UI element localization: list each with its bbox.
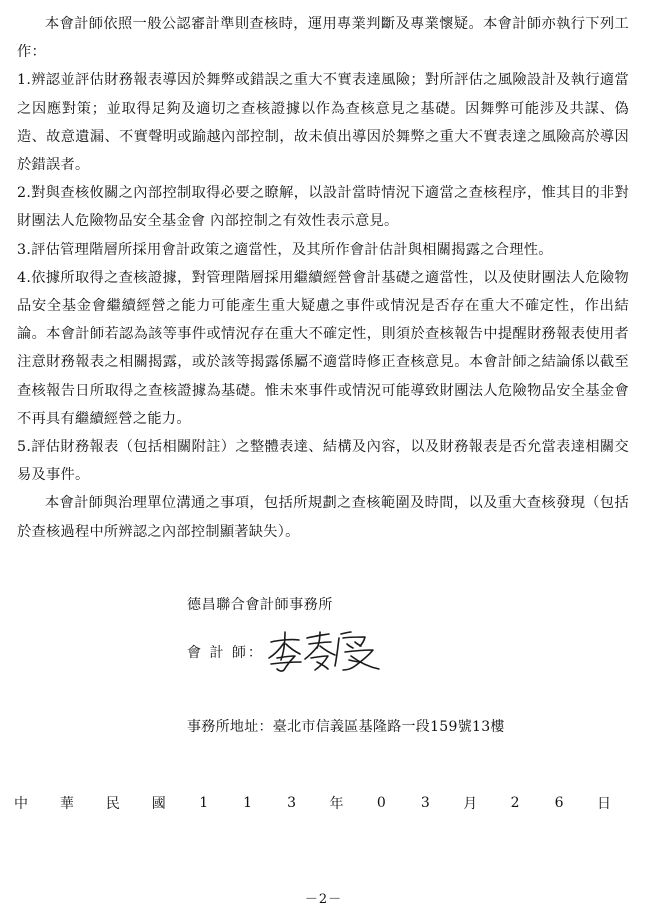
item-3-paragraph: 3.評估管理階層所採用會計政策之適當性，及其所作會計估計與相關揭露之合理性。	[17, 241, 553, 258]
date-char: 1	[199, 795, 209, 811]
handwritten-signature	[265, 628, 383, 674]
date-char: 月	[463, 796, 478, 812]
intro-paragraph: 本會計師依照一般公認審計準則查核時，運用專業判斷及專業懷疑。本會計師亦執行下列工作：	[17, 16, 629, 61]
page-number: －2－	[304, 892, 343, 907]
date-char: 1	[243, 795, 253, 811]
firm-address: 事務所地址：臺北市信義區基隆路一段159號13樓	[187, 719, 505, 735]
date-char: 年	[329, 796, 344, 812]
firm-name: 德昌聯合會計師事務所	[187, 597, 333, 613]
report-body	[17, 10, 629, 546]
date-char: 民	[105, 796, 120, 812]
date-char: 中	[14, 796, 28, 812]
date-char: 日	[596, 796, 611, 812]
date-char: 國	[151, 796, 166, 812]
date-char: 6	[554, 795, 564, 811]
item-2-paragraph: 2.對與查核攸關之內部控制取得必要之瞭解，以設計當時情況下適當之查核程序，惟其目的非對財團法人危險物品安全基金會 內部控制之有效性表示意見。	[17, 185, 629, 230]
report-date	[14, 792, 611, 814]
item-4-paragraph: 4.依據所取得之查核證據，對管理階層採用繼續經營會計基礎之適當性，以及使財團法人危險物品安全基金會繼續經營之能力可能產生重大疑慮之事件或情況是否存在重大不確定性，作出結論。本會計師若認為該等事件或情況存在重大不確定性，則須於查核報告中提醒財務報表使用者注意財務報表之相關揭露，或於該等揭露係屬不適當時修正查核意見。本會計師之結論係以截至查核報告日所取得之查核證據為基礎。惟未來事件或情況可能導致財團法人危險物品安全基金會 不再具有繼續經營之能力。	[17, 269, 629, 427]
item-5-paragraph: 5.評估財務報表（包括相關附註）之整體表達、結構及內容，以及財務報表是否允當表達相關交易及事件。	[17, 439, 629, 484]
item-1-paragraph: 1.辨認並評估財務報表導因於舞弊或錯誤之重大不實表達風險；對所評估之風險設計及執行適當之因應對策；並取得足夠及適切之查核證據以作為查核意見之基礎。因舞弊可能涉及共謀、偽造、故意遺漏、不實聲明或踰越內部控制，故未偵出導因於舞弊之重大不實表達之風險高於導因於錯誤者。	[17, 72, 629, 174]
date-char: 華	[59, 796, 74, 812]
date-char: 2	[510, 795, 520, 811]
communication-paragraph: 本會計師與治理單位溝通之事項，包括所規劃之查核範圍及時間，以及重大查核發現（包括於查核過程中所辨認之內部控制顯著缺失）。	[17, 495, 629, 540]
date-char: 3	[420, 795, 430, 811]
date-char: 3	[287, 795, 296, 811]
cpa-label: 會 計 師：	[187, 645, 264, 661]
date-char: 0	[376, 795, 386, 811]
